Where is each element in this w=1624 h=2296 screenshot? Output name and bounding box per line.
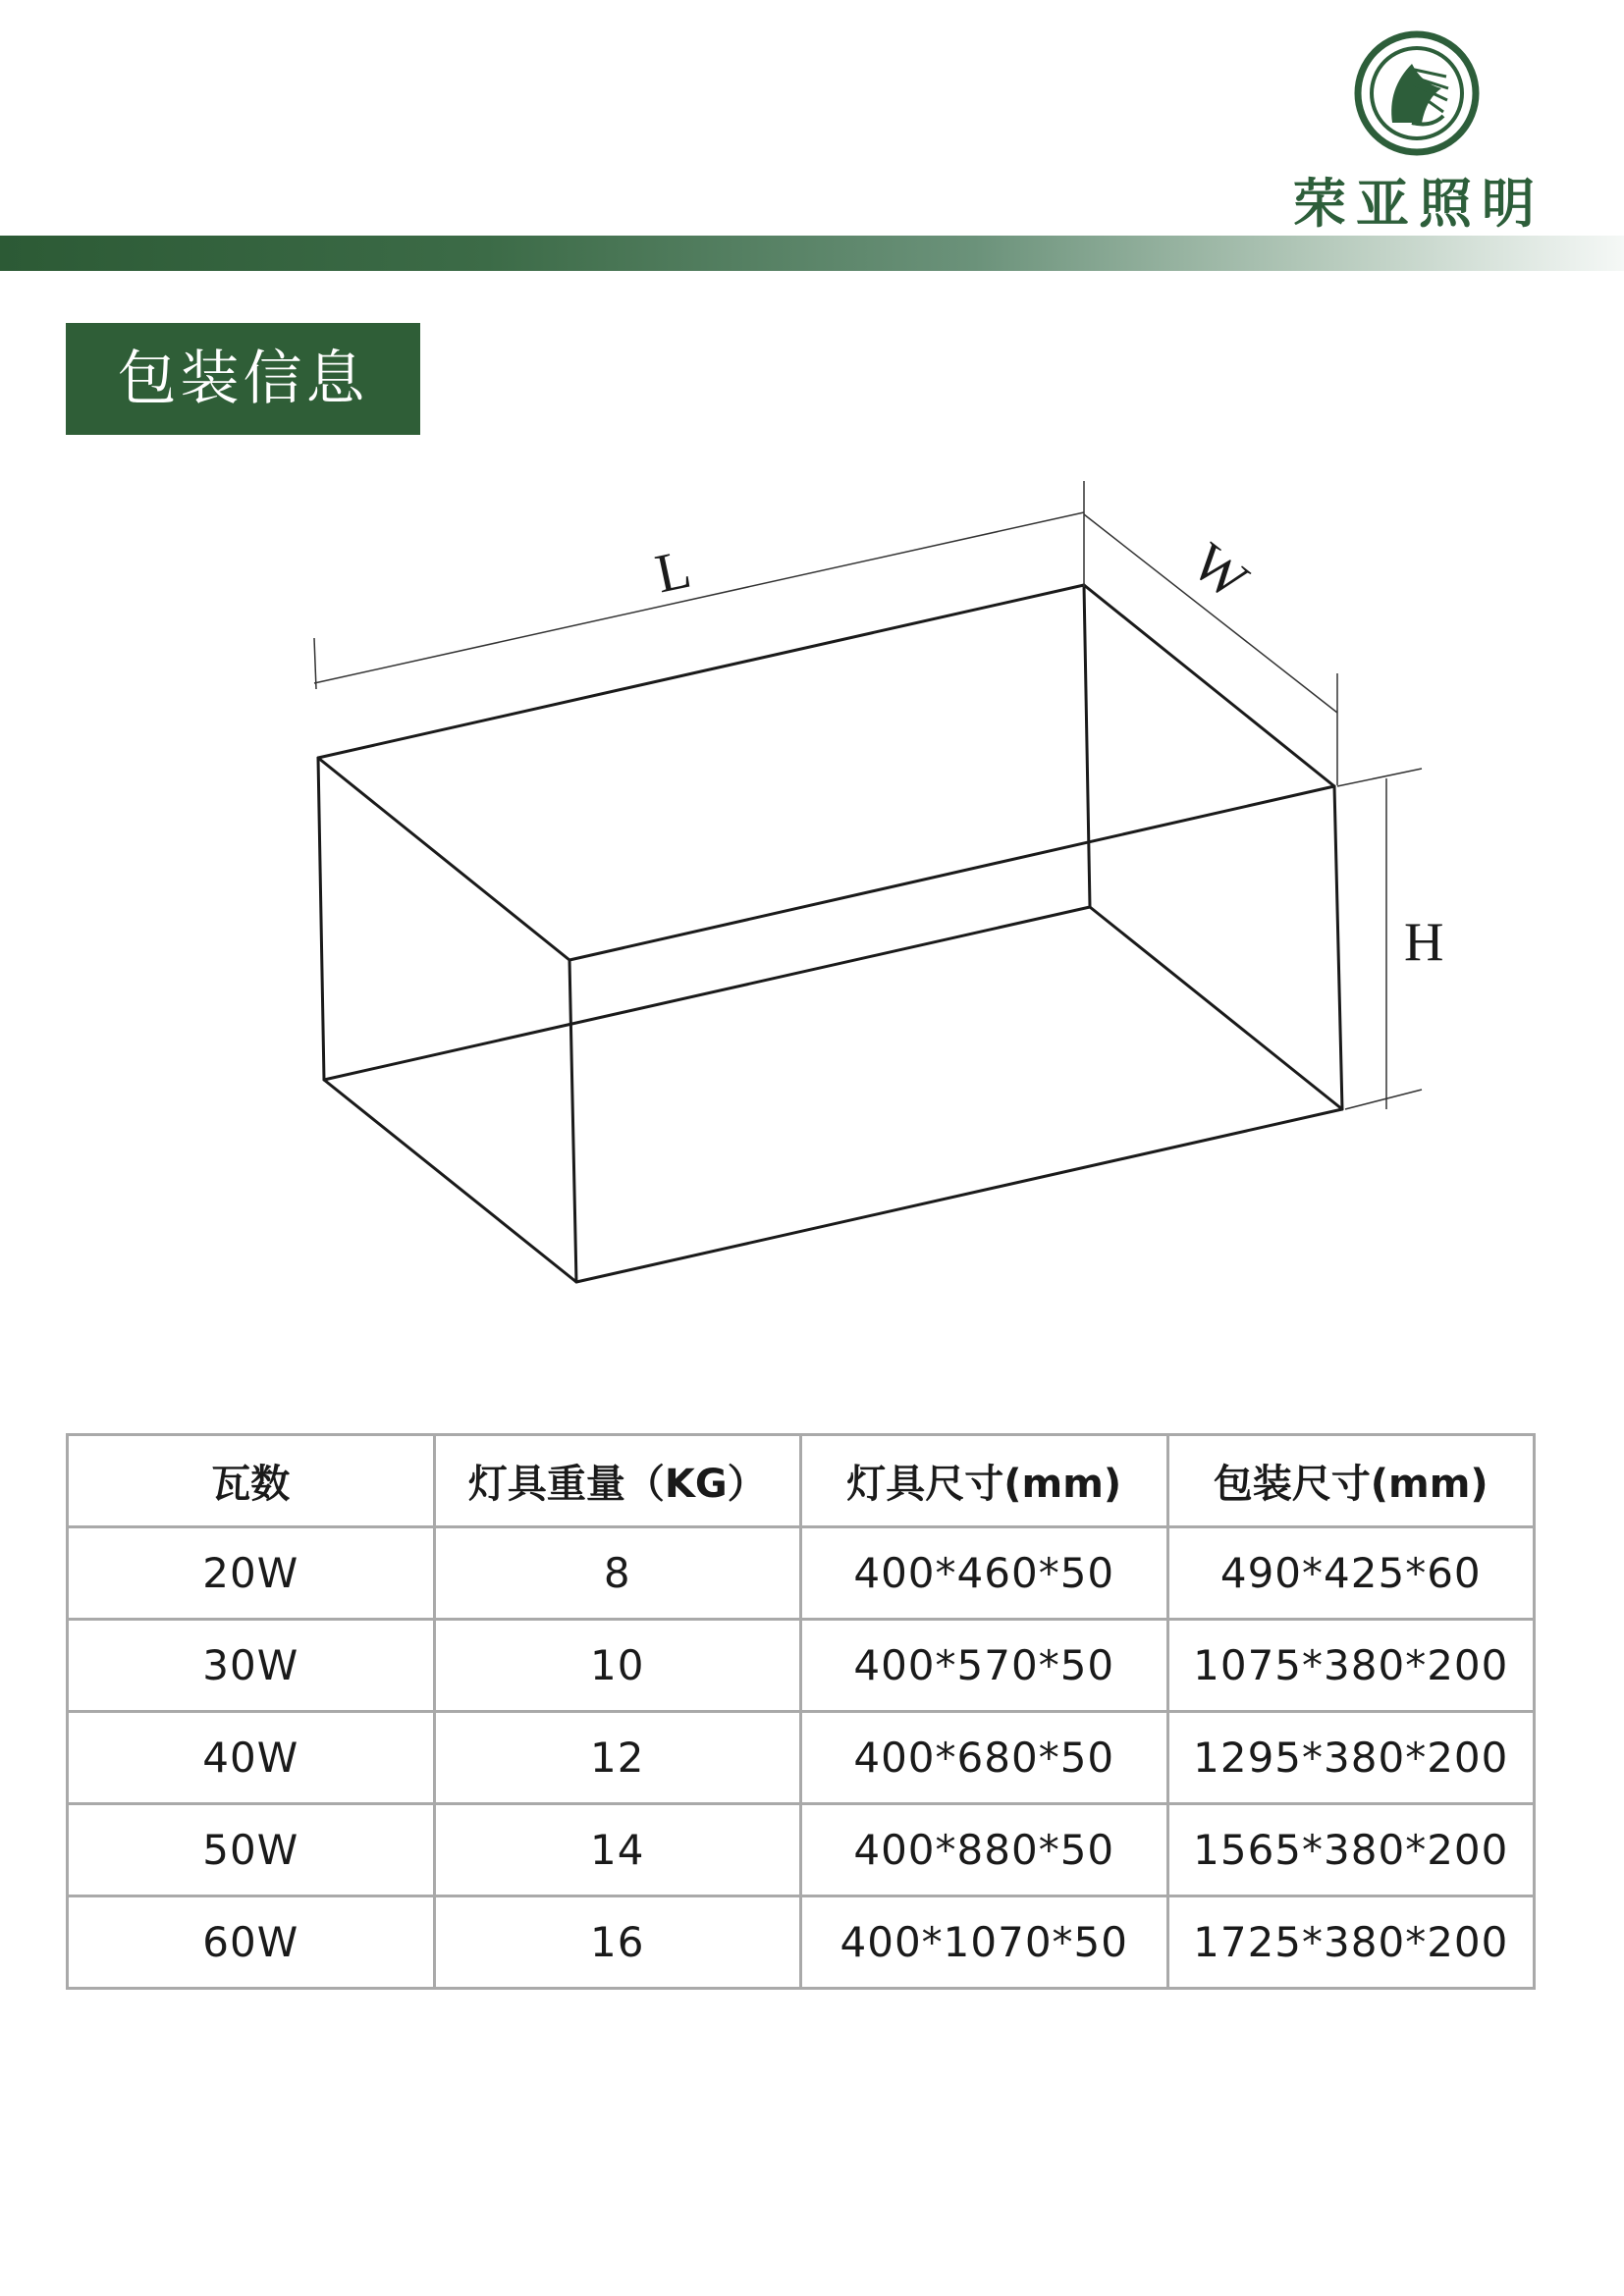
cell-weight: 10 [434, 1620, 801, 1712]
table-row [68, 1620, 1535, 1712]
package-dimension-diagram [0, 461, 1624, 1325]
length-dimension-line [314, 512, 1084, 683]
table-header-row [68, 1435, 1535, 1527]
header-band [0, 236, 1624, 271]
height-label: H [1404, 912, 1444, 973]
cell-package-size: 490*425*60 [1167, 1527, 1535, 1620]
cell-wattage: 40W [68, 1712, 435, 1804]
cell-wattage: 30W [68, 1620, 435, 1712]
table-row [68, 1712, 1535, 1804]
brand-logo [1276, 29, 1561, 235]
cell-fixture-size: 400*1070*50 [801, 1896, 1168, 1989]
cell-package-size: 1295*380*200 [1167, 1712, 1535, 1804]
cell-fixture-size: 400*460*50 [801, 1527, 1168, 1620]
section-title: 包装信息 [66, 323, 420, 435]
cell-package-size: 1565*380*200 [1167, 1804, 1535, 1896]
table-row [68, 1804, 1535, 1896]
cell-fixture-size: 400*570*50 [801, 1620, 1168, 1712]
header-fixture-size: 灯具尺寸(mm) [801, 1435, 1168, 1527]
cell-fixture-size: 400*880*50 [801, 1804, 1168, 1896]
box-top-face [318, 585, 1334, 960]
header-weight: 灯具重量（KG） [434, 1435, 801, 1527]
cell-weight: 8 [434, 1527, 801, 1620]
cell-wattage: 20W [68, 1527, 435, 1620]
box-edge [1334, 786, 1342, 1109]
cell-weight: 16 [434, 1896, 801, 1989]
cell-package-size: 1075*380*200 [1167, 1620, 1535, 1712]
cell-wattage: 60W [68, 1896, 435, 1989]
box-edge [318, 758, 324, 1080]
cell-weight: 14 [434, 1804, 801, 1896]
brand-name: 荣亚照明 [1293, 173, 1544, 235]
box-bottom-face [324, 907, 1342, 1282]
packaging-spec-table [66, 1433, 1536, 1990]
width-label: W [1180, 531, 1260, 613]
box-edge [1084, 585, 1090, 907]
header-package-size: 包装尺寸(mm) [1167, 1435, 1535, 1527]
header-wattage: 瓦数 [68, 1435, 435, 1527]
table-row [68, 1896, 1535, 1989]
table-row [68, 1527, 1535, 1620]
cell-wattage: 50W [68, 1804, 435, 1896]
cell-fixture-size: 400*680*50 [801, 1712, 1168, 1804]
cell-package-size: 1725*380*200 [1167, 1896, 1535, 1989]
length-label: L [650, 538, 696, 606]
box-edge [569, 960, 576, 1282]
cell-weight: 12 [434, 1712, 801, 1804]
brand-emblem-icon [1353, 29, 1481, 157]
